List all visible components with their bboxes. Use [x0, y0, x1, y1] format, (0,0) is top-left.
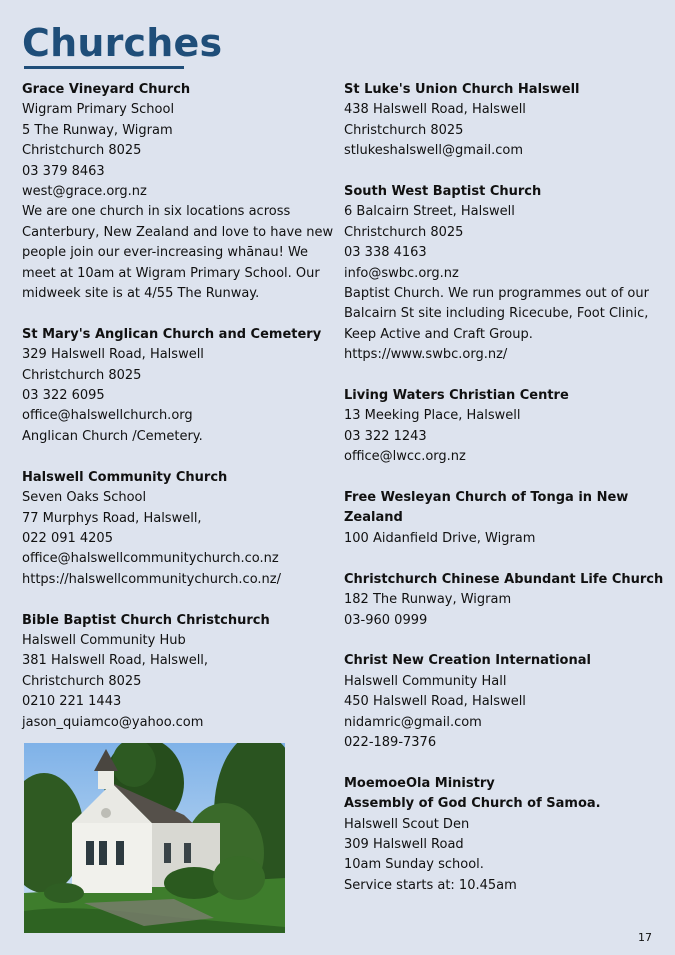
church-description: Anglican Church /Cemetery.: [22, 428, 203, 444]
church-name: Grace Vineyard Church: [22, 82, 191, 97]
church-phone: 022-189-7376: [344, 734, 437, 750]
church-phone: 03 322 6095: [22, 388, 105, 404]
church-entry: [344, 488, 656, 549]
church-subname: Assembly of God Church of Samoa.: [344, 796, 601, 812]
church-name: South West Baptist Church: [344, 184, 542, 200]
church-address: 13 Meeking Place, Halswell: [344, 408, 521, 424]
church-name: Halswell Community Church: [22, 469, 228, 485]
church-name: Christchurch Chinese Abundant Life Church: [344, 571, 664, 587]
church-phone: 03 338 4163: [344, 245, 427, 261]
church-venue: Wigram Primary School: [22, 102, 175, 118]
church-city: Christchurch 8025: [22, 143, 142, 159]
church-city: Christchurch 8025: [344, 224, 464, 240]
church-entry: [22, 468, 342, 590]
church-email[interactable]: info@swbc.org.nz: [344, 265, 459, 281]
church-address: 329 Halswell Road, Halswell: [22, 347, 204, 363]
left-column: [22, 80, 342, 753]
church-venue: Halswell Community Hall: [344, 673, 507, 689]
church-email[interactable]: office@halswellchurch.org: [22, 408, 193, 424]
church-venue: Seven Oaks School: [22, 490, 147, 506]
church-photo: [24, 743, 285, 933]
church-city: Christchurch 8025: [344, 122, 464, 138]
church-email[interactable]: nidamric@gmail.com: [344, 714, 482, 730]
church-name: Christ New Creation International: [344, 653, 591, 669]
church-address: 309 Halswell Road: [344, 836, 464, 852]
church-email[interactable]: office@lwcc.org.nz: [344, 449, 466, 465]
church-city: Christchurch 8025: [22, 367, 142, 383]
page-number: 17: [638, 931, 652, 944]
church-description: Baptist Church. We run programmes out of our Balcairn St site including Ricecube, Foot Clinic, Keep Active and Craft Group.: [344, 286, 649, 342]
church-entry: [344, 774, 656, 896]
church-phone: 0210 221 1443: [22, 694, 122, 710]
church-name: Free Wesleyan Church of Tonga in New Zealand: [344, 490, 629, 526]
church-email[interactable]: stlukeshalswell@gmail.com: [344, 143, 524, 159]
church-name: St Mary's Anglican Church and Cemetery: [22, 326, 322, 342]
church-email[interactable]: office@halswellcommunitychurch.co.nz: [22, 551, 279, 567]
church-entry: [344, 651, 656, 753]
church-entry: [344, 386, 656, 468]
church-address: 450 Halswell Road, Halswell: [344, 694, 526, 710]
church-entry: [22, 325, 342, 447]
church-schedule: 10am Sunday school.: [344, 857, 484, 873]
church-city: Christchurch 8025: [22, 673, 142, 689]
church-name: Living Waters Christian Centre: [344, 388, 569, 404]
page-title: Churches: [22, 21, 223, 65]
church-name: St Luke's Union Church Halswell: [344, 82, 580, 97]
church-phone: 022 091 4205: [22, 530, 113, 546]
right-column: [344, 80, 664, 917]
church-name: Bible Baptist Church Christchurch: [22, 612, 270, 628]
church-entry: [344, 570, 664, 631]
church-venue: Halswell Community Hub: [22, 632, 186, 648]
church-address: 5 The Runway, Wigram: [22, 122, 173, 138]
church-name: MoemoeOla Ministry: [344, 775, 495, 791]
church-email[interactable]: west@grace.org.nz: [22, 184, 147, 200]
church-entry: [22, 611, 342, 733]
church-entry: [22, 80, 342, 304]
church-address: 6 Balcairn Street, Halswell: [344, 204, 515, 220]
church-phone: 03 379 8463: [22, 163, 105, 179]
church-schedule: Service starts at: 10.45am: [344, 877, 517, 893]
church-address: 381 Halswell Road, Halswell,: [22, 653, 209, 669]
church-entry: [344, 80, 656, 162]
church-description: We are one church in six locations across Canterbury, New Zealand and love to have new people join our ever-increasing whānau! We meet at 10am at Wigram Primary School. Our midweek site is at 4/55 The Runway.: [22, 204, 334, 302]
church-phone: 03-960 0999: [344, 612, 428, 628]
church-website[interactable]: https://www.swbc.org.nz/: [344, 347, 508, 363]
church-website[interactable]: https://halswellcommunitychurch.co.nz/: [22, 571, 282, 587]
church-phone: 03 322 1243: [344, 428, 427, 444]
church-entry: [344, 182, 656, 366]
church-address: 182 The Runway, Wigram: [344, 592, 512, 608]
church-email[interactable]: jason_quiamco@yahoo.com: [22, 714, 204, 730]
title-underline: [24, 66, 184, 69]
church-address: 77 Murphys Road, Halswell,: [22, 510, 202, 526]
church-address: 100 Aidanfield Drive, Wigram: [344, 530, 536, 546]
church-address: 438 Halswell Road, Halswell: [344, 102, 526, 118]
church-venue: Halswell Scout Den: [344, 816, 470, 832]
